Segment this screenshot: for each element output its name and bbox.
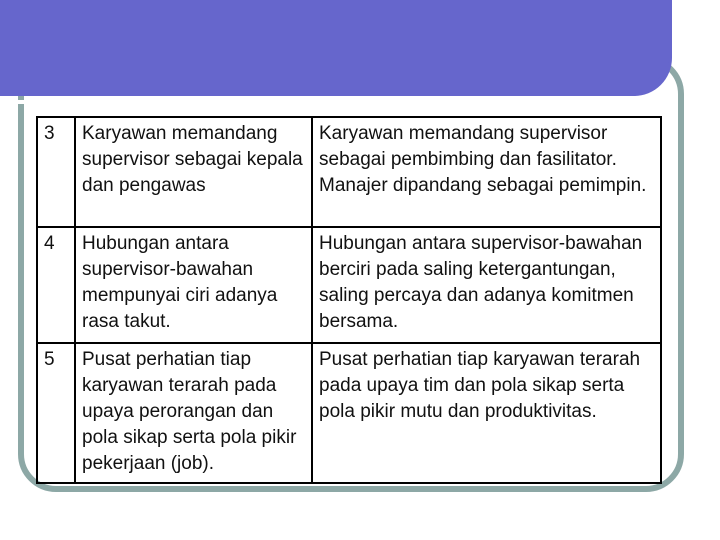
row-number: 3 xyxy=(37,117,75,227)
new-view-cell: Hubungan antara supervisor-bawahan berciri pada saling ketergantungan, saling percaya dan adanya komitmen bersama. xyxy=(312,227,661,343)
banner-divider xyxy=(0,100,636,104)
row-number: 5 xyxy=(37,343,75,483)
comparison-table xyxy=(36,116,662,484)
table-row xyxy=(37,117,661,227)
old-view-cell: Pusat perhatian tiap karyawan terarah pada upaya perorangan dan pola sikap serta pola pikir pekerjaan (job). xyxy=(75,343,312,483)
table-row xyxy=(37,227,661,343)
old-view-cell: Hubungan antara supervisor-bawahan mempunyai ciri adanya rasa takut. xyxy=(75,227,312,343)
old-view-cell: Karyawan memandang supervisor sebagai kepala dan pengawas xyxy=(75,117,312,227)
new-view-cell: Pusat perhatian tiap karyawan terarah pada upaya tim dan pola sikap serta pola pikir mutu dan produktivitas. xyxy=(312,343,661,483)
new-view-cell: Karyawan memandang supervisor sebagai pembimbing dan fasilitator. Manajer dipandang sebagai pemimpin. xyxy=(312,117,661,227)
row-number: 4 xyxy=(37,227,75,343)
table-row xyxy=(37,343,661,483)
